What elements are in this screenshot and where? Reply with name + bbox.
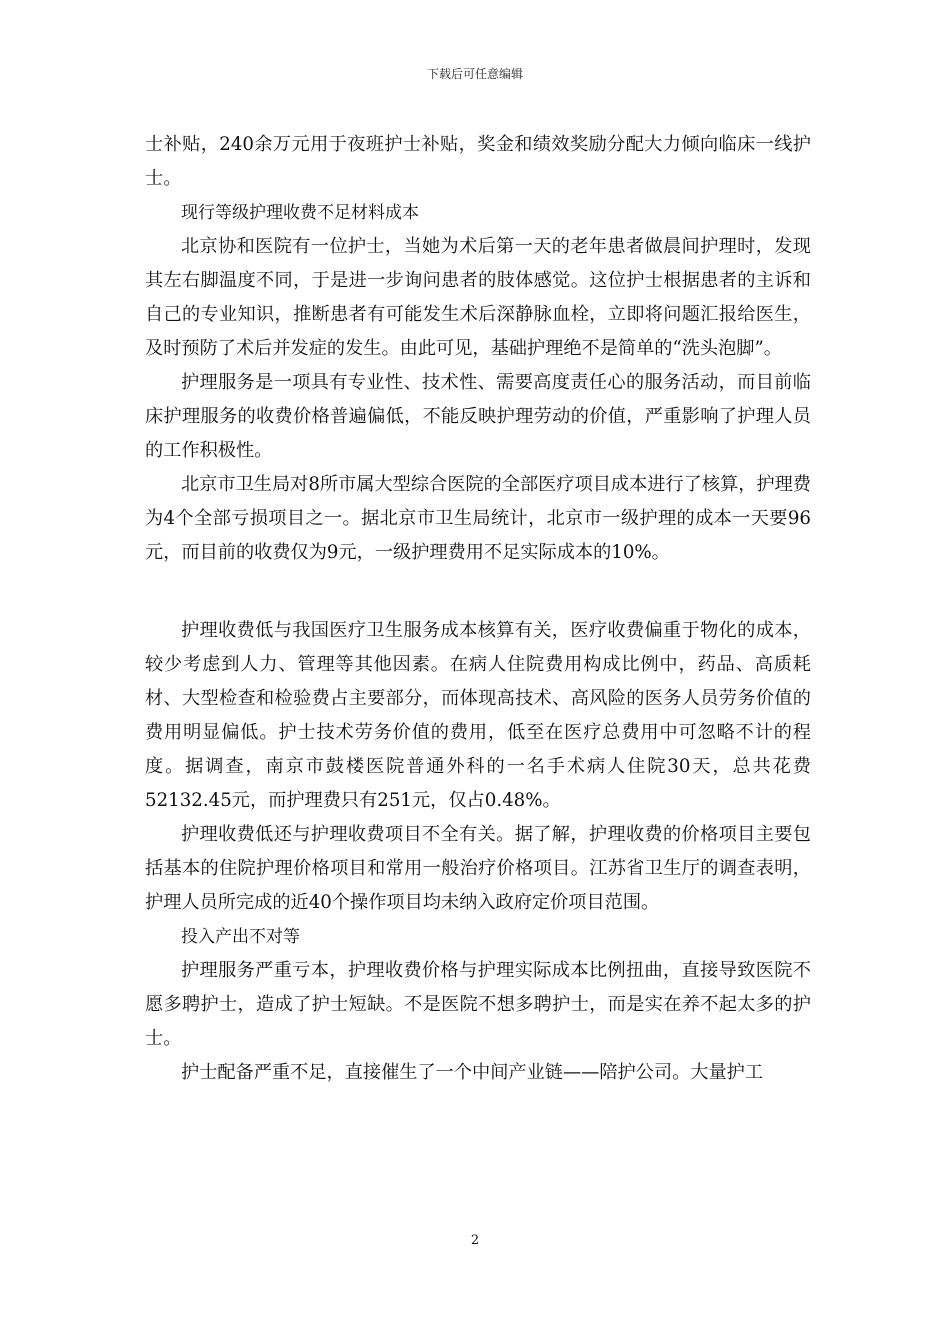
paragraph-escort-companies: 护士配备严重不足，直接催生了一个中间产业链——陪护公司。大量护工: [181, 1062, 764, 1083]
paragraph-gap: [145, 570, 811, 614]
paragraph-nursing-service: 护理服务是一项具有专业性、技术性、需要高度责任心的服务活动，而目前临床护理服务的收费价格普遍偏低，不能反映护理劳动的价值，严重影响了护理人员的工作积极性。: [145, 372, 811, 461]
paragraph-nurse-shortage: 护理服务严重亏本，护理收费价格与护理实际成本比例扭曲，直接导致医院不愿多聘护士，造成了护士短缺。不是医院不想多聘护士，而是实在养不起太多的护士。: [145, 960, 811, 1049]
page-number: 2: [470, 1233, 480, 1248]
paragraph-cost-accounting: 护理收费低与我国医疗卫生服务成本核算有关，医疗收费偏重于物化的成本，较少考虑到人力、管理等其他因素。在病人住院费用构成比例中，药品、高质耗材、大型检查和检验费占主要部分，而体现高技术、高风险的医务人员劳务价值的费用明显偏低。护士技术劳务价值的费用，低至在医疗总费用中可忽略不计的程度。据调查，南京市鼓楼医院普通外科的一名手术病人住院30天，总共花费52132.45元，而护理费只有251元，仅占0.48%。: [145, 620, 811, 811]
paragraph-continuation: 士补贴，240余万元用于夜班护士补贴，奖金和绩效奖励分配大力倾向临床一线护士。: [145, 134, 811, 189]
page-header: 下载后可任意编辑: [426, 67, 523, 81]
paragraph-beijing-cost: 北京市卫生局对8所市属大型综合医院的全部医疗项目成本进行了核算，护理费为4个全部亏损项目之一。据北京市卫生局统计，北京市一级护理的成本一天要96元，而目前的收费仅为9元，一级护理费用不足实际成本的10%。: [145, 474, 811, 563]
document-body: [145, 128, 811, 1090]
paragraph-fee-items: 护理收费低还与护理收费项目不全有关。据了解，护理收费的价格项目主要包括基本的住院护理价格项目和常用一般治疗价格项目。江苏省卫生厅的调查表明，护理人员所完成的近40个操作项目均未纳入政府定价项目范围。: [145, 824, 811, 913]
paragraph-pumc-nurse: 北京协和医院有一位护士，当她为术后第一天的老年患者做晨间护理时，发现其左右脚温度不同，于是进一步询问患者的肢体感觉。这位护士根据患者的主诉和自己的专业知识，推断患者有可能发生术后深静脉血栓，立即将问题汇报给医生，及时预防了术后并发症的发生。由此可见，基础护理绝不是简单的“洗头泡脚”。: [145, 236, 811, 359]
section-heading-input-output: 投入产出不对等: [181, 927, 300, 947]
section-heading-nursing-fees: 现行等级护理收费不足材料成本: [181, 203, 419, 223]
